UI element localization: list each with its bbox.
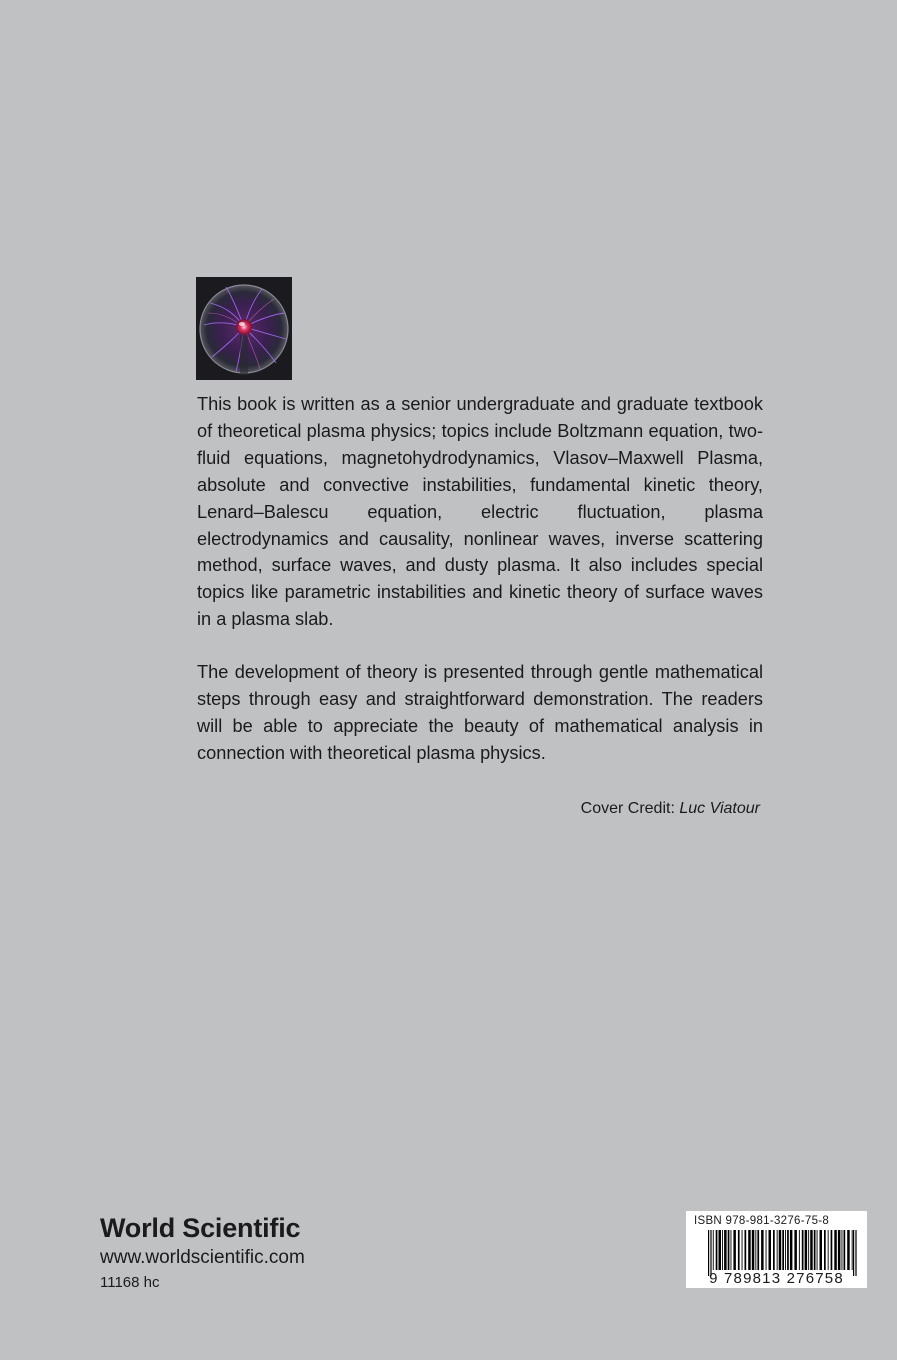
barcode-bar [766, 1230, 767, 1270]
barcode-bar [794, 1230, 797, 1270]
barcode-bar [722, 1230, 723, 1270]
barcode-bar [814, 1230, 816, 1270]
product-code: 11168 hc [100, 1274, 160, 1291]
barcode-bar [838, 1230, 841, 1270]
description-paragraph-1: This book is written as a senior undergraduate and graduate textbook of theoretical plasma physics; topics include Boltzmann equation, two-fluid equations, magnetohydrodynamics, Vlasov–Maxwell Plasma, absolute and convective instabilities, fundamental kinetic theory, Lenard–Balescu equation, electric fluctuation, plasma electrodynamics and causality, nonlinear waves, inverse scattering method, surface waves, and dusty plasma. It also includes special topics like parametric instabilities and kinetic theory of surface waves in a plasma slab. [197, 394, 763, 630]
barcode-bar [733, 1230, 736, 1270]
barcode-bar [757, 1230, 759, 1270]
barcode-bar [745, 1230, 747, 1270]
barcode-bar [844, 1230, 846, 1270]
barcode-bar [731, 1230, 732, 1270]
barcode-bar [785, 1230, 786, 1270]
barcode-bar [824, 1230, 826, 1270]
barcode-bar [831, 1230, 833, 1270]
barcode-bar [728, 1230, 730, 1270]
barcode-bar [748, 1230, 751, 1270]
barcode-bar [755, 1230, 756, 1270]
barcode-bar [820, 1230, 823, 1270]
barcode-bar [769, 1230, 772, 1270]
barcode-bar [713, 1230, 714, 1270]
barcode-bar [847, 1230, 850, 1270]
barcode-bar [738, 1230, 740, 1270]
barcode-bar [779, 1230, 782, 1270]
publisher-url: www.worldscientific.com [100, 1247, 305, 1268]
barcode-bar [782, 1230, 784, 1270]
barcode-bar [817, 1230, 818, 1270]
barcode-bar [742, 1230, 743, 1270]
barcode-bar [799, 1230, 800, 1270]
barcode-digits: 9 789813 276758 [709, 1270, 844, 1287]
barcode-bar [761, 1230, 764, 1270]
barcode-bar [802, 1230, 804, 1270]
publisher-block [100, 1212, 305, 1293]
barcode-bar [777, 1230, 778, 1270]
barcode-bar [787, 1230, 789, 1270]
barcode-bar [808, 1230, 809, 1270]
barcode-bar [719, 1230, 722, 1270]
publisher-name: World Scientific [100, 1213, 301, 1243]
barcode-bar [724, 1230, 727, 1270]
barcode-bar [842, 1230, 843, 1270]
cover-credit [480, 799, 760, 819]
barcode-bar [752, 1230, 755, 1270]
isbn-label: ISBN 978-981-3276-75-8 [694, 1215, 830, 1227]
barcode-bar [773, 1230, 775, 1270]
barcode-bar [805, 1230, 808, 1270]
barcode-bar [790, 1230, 793, 1270]
description-paragraph-2: The development of theory is presented through gentle mathematical steps through easy and straightforward demonstration. The readers will be able to appreciate the beauty of mathematical analysis in connection with theoretical plasma physics. [197, 662, 763, 763]
barcode-bar [810, 1230, 813, 1270]
cover-credit-label: Cover Credit: [580, 800, 675, 817]
barcode-bar [834, 1230, 837, 1270]
barcode-bar [828, 1230, 829, 1270]
cover-credit-name: Luc Viatour [679, 800, 760, 817]
barcode-bar [716, 1230, 718, 1270]
barcode-bar [852, 1230, 853, 1270]
book-description [197, 391, 763, 767]
plasma-ball-image [196, 277, 292, 380]
isbn-barcode [686, 1211, 867, 1288]
